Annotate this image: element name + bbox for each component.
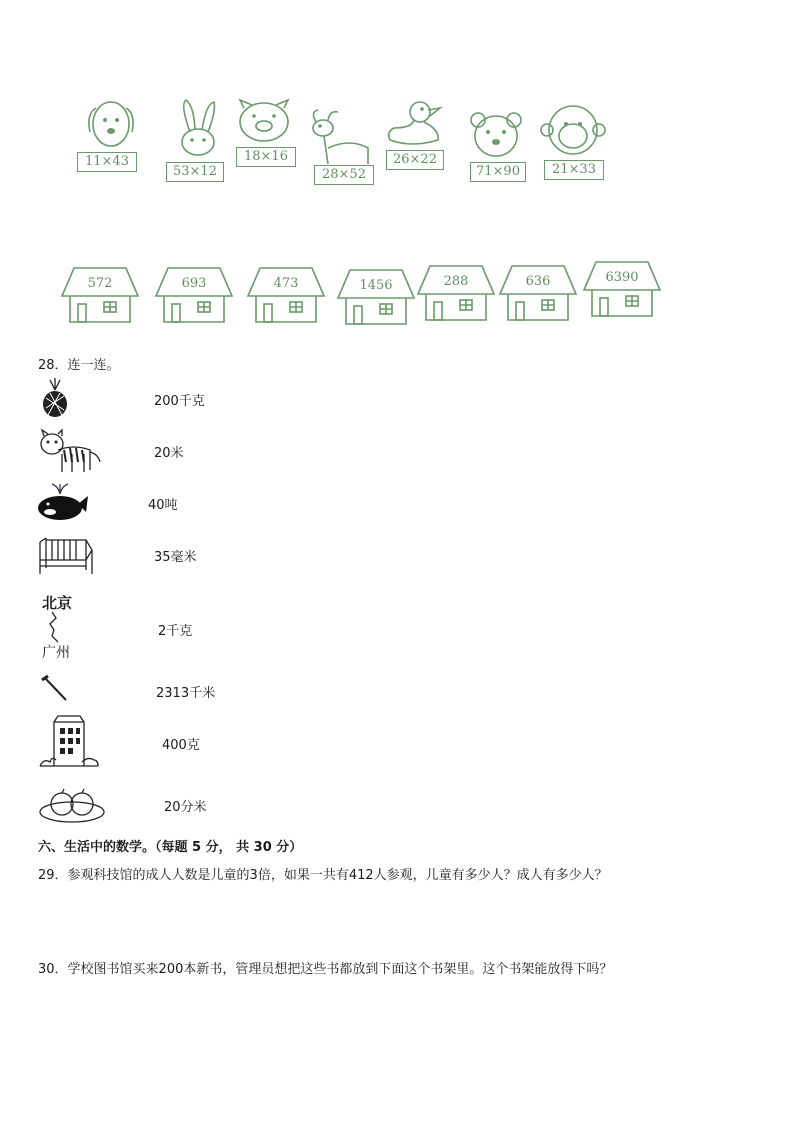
house-6390: [582, 260, 662, 320]
building-icon: [38, 714, 100, 772]
unit-label: 40吨: [148, 498, 178, 513]
pineapple-icon: [38, 378, 72, 422]
goat-icon: [306, 108, 376, 168]
unit-label: 200千克: [154, 394, 205, 409]
animal-expression: 18×16: [236, 147, 296, 167]
animal-expression: 53×12: [166, 162, 224, 182]
route-line-icon: [46, 610, 76, 646]
animal-expression: 11×43: [77, 152, 137, 172]
dog-icon: [78, 98, 148, 154]
unit-label: 2千克: [158, 624, 193, 639]
unit-label: 2313千米: [156, 686, 216, 701]
house-473: [246, 266, 326, 326]
house-number: 473: [273, 276, 299, 291]
house-288: [416, 264, 496, 324]
section-6-title: 六、生活中的数学。（每题 5 分， 共 30 分）: [38, 840, 303, 855]
house-572: [60, 266, 140, 326]
unit-label: 35毫米: [154, 550, 197, 565]
house-number: 636: [525, 274, 551, 289]
house-number: 288: [443, 274, 469, 289]
question-30: 30．学校图书馆买来200本新书，管理员想把这些书都放到下面这个书架里。这个书架能放得下吗？: [38, 962, 613, 977]
map-route: [42, 592, 92, 662]
house-1456: [336, 268, 416, 328]
whale-icon: [36, 482, 88, 526]
duck-icon: [382, 98, 452, 148]
house-693: [154, 266, 234, 326]
tiger-icon: [38, 428, 102, 480]
fruit-plate-icon: [38, 784, 108, 828]
house-number: 693: [181, 276, 207, 291]
house-number: 1456: [359, 278, 393, 293]
animal-expression: 28×52: [314, 165, 374, 185]
animal-expression: 71×90: [470, 162, 526, 182]
map-label-beijing: 北京: [42, 594, 73, 612]
bed-icon: [38, 532, 94, 580]
animal-expression: 21×33: [544, 160, 604, 180]
question-29: 29．参观科技馆的成人人数是儿童的3倍，如果一共有412人参观，儿童有多少人？成人有多少人？: [38, 868, 608, 883]
map-label-guangzhou: 广州: [42, 645, 70, 661]
monkey-icon: [538, 102, 608, 160]
rabbit-icon: [168, 98, 228, 162]
unit-label: 20米: [154, 446, 184, 461]
bear-icon: [468, 110, 528, 162]
house-636: [498, 264, 578, 324]
unit-label: 400克: [162, 738, 200, 753]
house-number: 6390: [605, 270, 639, 285]
nail-icon: [40, 674, 70, 708]
question-28-title: 28．连一连。: [38, 358, 120, 373]
house-number: 572: [87, 276, 113, 291]
animal-expression: 26×22: [386, 150, 444, 170]
unit-label: 20分米: [164, 800, 207, 815]
pig-icon: [236, 98, 296, 148]
